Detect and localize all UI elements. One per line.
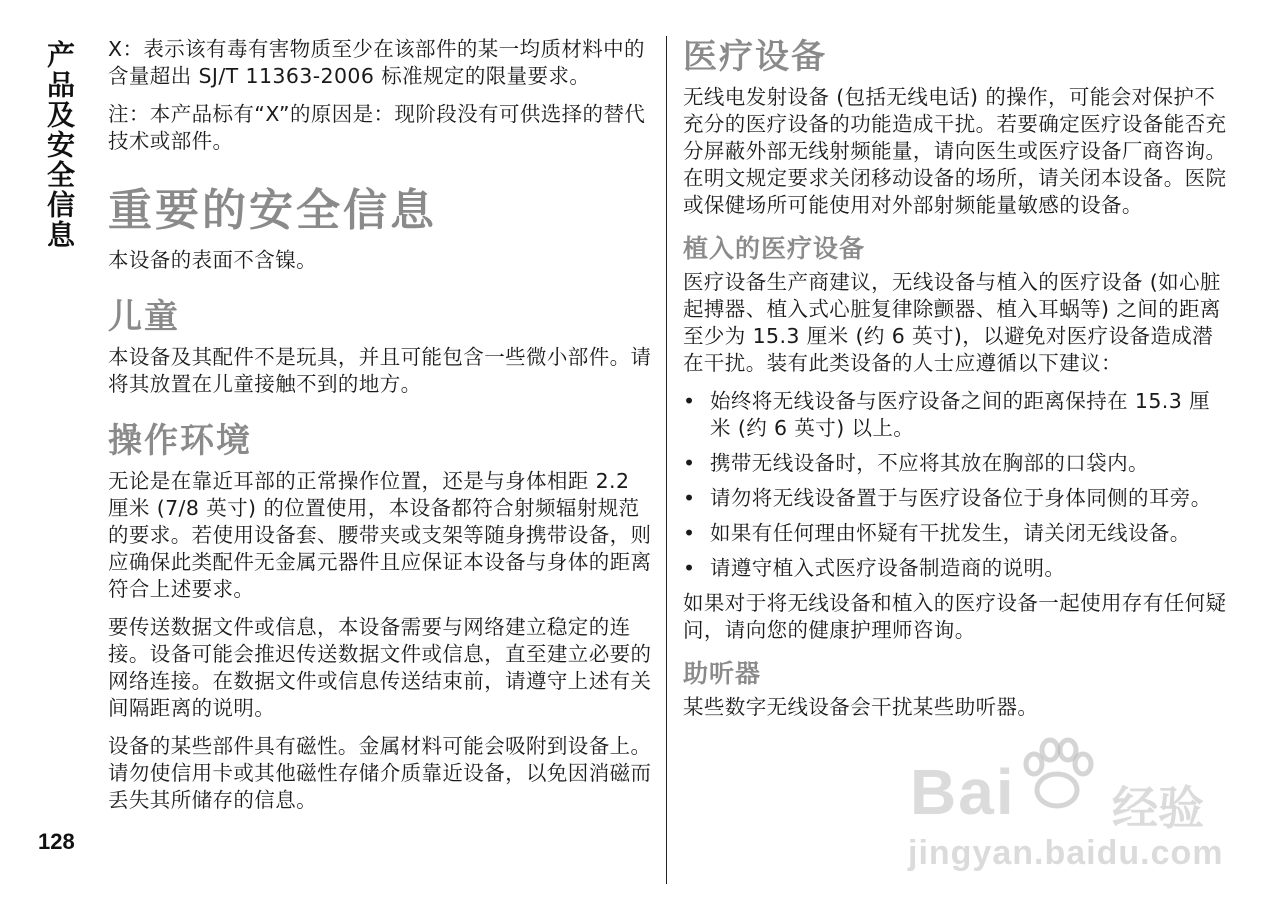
list-item bbox=[683, 388, 1228, 442]
bullet-icon: • bbox=[683, 389, 696, 413]
baidu-jingyan-watermark bbox=[900, 730, 1230, 880]
environment-paragraph-3: 设备的某些部件具有磁性。金属材料可能会吸附到设备上。请勿使信用卡或其他磁性存储介质靠近设备，以免因消磁而丢失其所储存的信息。 bbox=[108, 734, 652, 812]
list-item bbox=[683, 450, 1228, 477]
medical-devices-heading: 医疗设备 bbox=[683, 37, 827, 77]
bullet-icon: • bbox=[683, 556, 696, 580]
children-heading: 儿童 bbox=[108, 297, 180, 337]
bullet-icon: • bbox=[683, 521, 696, 545]
column-divider bbox=[666, 36, 667, 884]
left-column bbox=[108, 36, 653, 825]
recommendation-list bbox=[683, 388, 1228, 582]
side-section-title: 产品及安全信息 bbox=[43, 40, 76, 250]
intro-paragraph-note: 注：本产品标有“X”的原因是：现阶段没有可供选择的替代技术或部件。 bbox=[108, 102, 646, 153]
medical-devices-paragraph: 无线电发射设备 (包括无线电话) 的操作，可能会对保护不充分的医疗设备的功能造成干扰。若要确定医疗设备能否充分屏蔽外部无线射频能量，请向医生或医疗设备厂商咨询。在明文规定要求关闭移动设备的场所，请关闭本设备。医院或保健场所可能使用对外部射频能量敏感的设备。 bbox=[683, 85, 1227, 217]
watermark-logo-text: Bai bbox=[910, 756, 1016, 828]
list-item bbox=[683, 555, 1228, 582]
children-paragraph: 本设备及其配件不是玩具，并且可能包含一些微小部件。请将其放置在儿童接触不到的地方。 bbox=[108, 345, 652, 396]
page-number: 128 bbox=[38, 829, 75, 854]
list-item-text: 始终将无线设备与医疗设备之间的距离保持在 15.3 厘米 (约 6 英寸) 以上。 bbox=[710, 389, 1210, 440]
paw-icon bbox=[1012, 730, 1102, 820]
bullet-icon: • bbox=[683, 486, 696, 510]
hearing-aids-heading: 助听器 bbox=[683, 659, 762, 688]
watermark-cn-text: 经验 bbox=[1112, 781, 1204, 835]
safety-nickel-paragraph: 本设备的表面不含镍。 bbox=[108, 248, 317, 272]
list-item-text: 请勿将无线设备置于与医疗设备位于身体同侧的耳旁。 bbox=[710, 486, 1212, 510]
intro-paragraph-hazard: X：表示该有毒有害物质至少在该部件的某一均质材料中的含量超出 SJ/T 11363-2006 标准规定的限量要求。 bbox=[108, 37, 645, 88]
list-item bbox=[683, 485, 1228, 512]
implanted-devices-paragraph: 医疗设备生产商建议，无线设备与植入的医疗设备 (如心脏起搏器、植入式心脏复律除颤器、植入耳蜗等) 之间的距离至少为 15.3 厘米 (约 6 英寸)，以避免对医疗设备造成潜在干扰。装有此类设备的人士应遵循以下建议： bbox=[683, 270, 1221, 375]
right-column bbox=[683, 36, 1228, 732]
list-item-text: 携带无线设备时，不应将其放在胸部的口袋内。 bbox=[710, 451, 1149, 475]
implanted-devices-heading: 植入的医疗设备 bbox=[683, 234, 866, 263]
operating-environment-heading: 操作环境 bbox=[108, 421, 252, 461]
bullet-icon: • bbox=[683, 451, 696, 475]
watermark-url: jingyan.baidu.com bbox=[908, 834, 1224, 872]
environment-paragraph-2: 要传送数据文件或信息，本设备需要与网络建立稳定的连接。设备可能会推迟传送数据文件或信息，直至建立必要的网络连接。在数据文件或信息传送结束前，请遵守上述有关间隔距离的说明。 bbox=[108, 615, 652, 720]
safety-info-heading: 重要的安全信息 bbox=[108, 185, 437, 236]
list-item-text: 如果有任何理由怀疑有干扰发生，请关闭无线设备。 bbox=[710, 521, 1191, 545]
environment-paragraph-1: 无论是在靠近耳部的正常操作位置，还是与身体相距 2.2 厘米 (7/8 英寸) 的位置使用，本设备都符合射频辐射规范的要求。若使用设备套、腰带夹或支架等随身携带设备，则应确保此类配件无金属元器件且应保证本设备与身体的距离符合上述要求。 bbox=[108, 469, 652, 601]
implanted-devices-closing-paragraph: 如果对于将无线设备和植入的医疗设备一起使用存有任何疑问，请向您的健康护理师咨询。 bbox=[683, 591, 1227, 642]
hearing-aids-paragraph: 某些数字无线设备会干扰某些助听器。 bbox=[683, 695, 1039, 719]
list-item bbox=[683, 520, 1228, 547]
list-item-text: 请遵守植入式医疗设备制造商的说明。 bbox=[710, 556, 1066, 580]
